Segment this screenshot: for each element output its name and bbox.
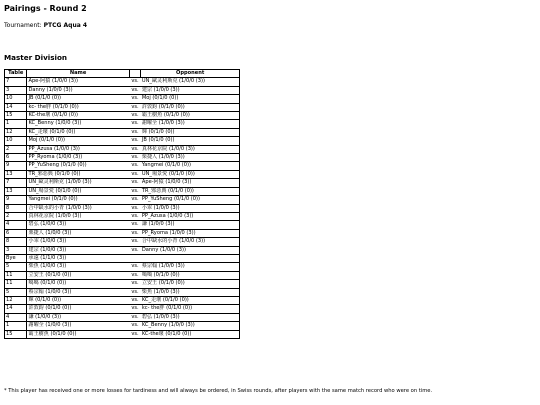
vs-label: vs. (129, 196, 141, 204)
vs-label: vs. (129, 305, 141, 313)
table-row (5, 280, 240, 288)
vs-label: vs. (129, 95, 141, 103)
opponent-name: PP_YuSheng (0/1/0 (0)) (141, 196, 240, 204)
table-number: 5 (5, 263, 27, 271)
vs-label: vs. (129, 313, 141, 321)
vs-label: vs. (129, 78, 141, 86)
header-name: Name (27, 70, 129, 78)
table-number: 9 (5, 196, 27, 204)
opponent-name: 立安王 (0/1/0 (0)) (141, 280, 240, 288)
table-row (5, 86, 240, 94)
pairings-body (5, 78, 240, 339)
player-name: 輝 (0/1/0 (0)) (27, 296, 129, 304)
table-number: 1 (5, 322, 27, 330)
tardiness-footnote: * This player has received one or more losses for tardiness and will always be ordered, in Swiss rounds, after players with the same match record who were on time. (4, 388, 433, 394)
opponent-name: 謝曜全 (1/0/0 (3)) (141, 120, 240, 128)
table-row (5, 112, 240, 120)
table-row (5, 221, 240, 229)
table-row (5, 196, 240, 204)
opponent-name: kc- the胖 (0/1/0 (0)) (141, 305, 240, 313)
table-row (5, 162, 240, 170)
table-row (5, 145, 240, 153)
table-number: 3 (5, 86, 27, 94)
table-number: Bye (5, 254, 27, 262)
opponent-name: Ape-阿猿 (1/0/0 (3)) (141, 179, 240, 187)
player-name: Danny (1/0/0 (3)) (27, 86, 129, 94)
player-name: KC-the壞 (0/1/0 (0)) (27, 112, 129, 120)
player-name: PP_YuSheng (0/1/0 (0)) (27, 162, 129, 170)
vs-label: vs. (129, 128, 141, 136)
vs-label: vs. (129, 86, 141, 94)
player-name: Moj (0/1/0 (0)) (27, 137, 129, 145)
player-name: kc- the胖 (0/1/0 (0)) (27, 103, 129, 111)
player-name: 承遠 (1/1/0 (3)) (27, 254, 129, 262)
vs-label: vs. (129, 238, 141, 246)
table-row (5, 103, 240, 111)
table-row (5, 137, 240, 145)
table-number: 14 (5, 305, 27, 313)
opponent-name: 合中缺水的小青 (1/0/0 (3)) (141, 238, 240, 246)
table-number: 12 (5, 296, 27, 304)
table-row (5, 229, 240, 237)
table-row (5, 271, 240, 279)
vs-label: vs. (129, 296, 141, 304)
vs-label: vs. (129, 229, 141, 237)
opponent-name: 輝 (0/1/0 (0)) (141, 128, 240, 136)
division-heading: Master Division (4, 53, 68, 62)
opponent-name: 霸王樹魚 (0/1/0 (0)) (141, 112, 240, 120)
table-number: 4 (5, 221, 27, 229)
header-opponent: Opponent (141, 70, 240, 78)
player-name: TR_邪惡典 (0/1/0 (0)) (27, 170, 129, 178)
table-header-row (5, 70, 240, 78)
opponent-name: 碧弘 (1/0/0 (3)) (141, 313, 240, 321)
table-row (5, 120, 240, 128)
table-number: 8 (5, 238, 27, 246)
table-number: 13 (5, 170, 27, 178)
vs-label: vs. (129, 120, 141, 128)
opponent-name: UN_歐灵利斯克 (1/0/0 (3)) (141, 78, 240, 86)
table-number: 5 (5, 288, 27, 296)
header-vs (129, 70, 141, 78)
player-name: KC_走壞 (0/1/0 (0)) (27, 128, 129, 136)
table-number: 12 (5, 128, 27, 136)
vs-label: vs. (129, 187, 141, 195)
player-name: 合中缺水的小青 (1/0/0 (3)) (27, 204, 129, 212)
player-name: 許敦鈞 (0/1/0 (0)) (27, 305, 129, 313)
table-row (5, 170, 240, 178)
table-row (5, 95, 240, 103)
player-name: PP_Azusa (1/0/0 (3)) (27, 145, 129, 153)
vs-label: vs. (129, 170, 141, 178)
player-name: JB (0/1/0 (0)) (27, 95, 129, 103)
vs-label: vs. (129, 145, 141, 153)
table-number: 7 (5, 78, 27, 86)
vs-label: vs. (129, 154, 141, 162)
opponent-name: 蔡宗翰 (1/0/0 (3)) (141, 263, 240, 271)
opponent-name (141, 254, 240, 262)
vs-label: vs. (129, 280, 141, 288)
table-row (5, 246, 240, 254)
table-row (5, 296, 240, 304)
opponent-name: 小乖 (1/0/0 (3)) (141, 204, 240, 212)
opponent-name: 栗捷人 (1/0/0 (3)) (141, 154, 240, 162)
vs-label: vs. (129, 103, 141, 111)
table-row (5, 212, 240, 220)
opponent-name: Yangmei (0/1/0 (0)) (141, 162, 240, 170)
player-name: KC_Benny (1/0/0 (3)) (27, 120, 129, 128)
vs-label: vs. (129, 221, 141, 229)
table-number: 6 (5, 229, 27, 237)
vs-label: vs. (129, 162, 141, 170)
header-table: Table (5, 70, 27, 78)
table-number: 14 (5, 103, 27, 111)
player-name: 噶噶 (0/1/0 (0)) (27, 280, 129, 288)
player-name: PP_Ryoma (1/0/0 (3)) (27, 154, 129, 162)
table-number: 13 (5, 187, 27, 195)
player-name: Ape-阿猿 (1/0/0 (3)) (27, 78, 129, 86)
table-row (5, 330, 240, 338)
vs-label: vs. (129, 112, 141, 120)
opponent-name: PP_Ryoma (1/0/0 (3)) (141, 229, 240, 237)
tournament-line (4, 22, 87, 29)
player-name: 真林花京院 (1/0/0 (3)) (27, 212, 129, 220)
vs-label: vs. (129, 271, 141, 279)
table-row (5, 288, 240, 296)
player-name: UN_歐灵利斯克 (1/0/0 (3)) (27, 179, 129, 187)
table-number: 2 (5, 212, 27, 220)
tournament-label: Tournament: (4, 22, 42, 29)
table-row (5, 263, 240, 271)
player-name: 小乖 (1/0/0 (3)) (27, 238, 129, 246)
opponent-name: 謙 (1/0/0 (3)) (141, 221, 240, 229)
opponent-name: 真林花京院 (1/0/0 (3)) (141, 145, 240, 153)
player-name: Yangmei (0/1/0 (0)) (27, 196, 129, 204)
table-row (5, 78, 240, 86)
table-number: 11 (5, 271, 27, 279)
table-number: 9 (5, 162, 27, 170)
player-name: 立安王 (0/1/0 (0)) (27, 271, 129, 279)
table-row (5, 238, 240, 246)
table-number: 6 (5, 154, 27, 162)
opponent-name: KC_Benny (1/0/0 (3)) (141, 322, 240, 330)
player-name: UN_場景愛 (0/1/0 (0)) (27, 187, 129, 195)
player-name: 建宗 (1/0/0 (3)) (27, 246, 129, 254)
vs-label: vs. (129, 330, 141, 338)
player-name: 柴魚 (1/0/0 (3)) (27, 263, 129, 271)
player-name: 蔡宗翰 (1/0/0 (3)) (27, 288, 129, 296)
vs-label: vs. (129, 204, 141, 212)
table-number: 15 (5, 112, 27, 120)
vs-label: vs. (129, 263, 141, 271)
table-number: 7 (5, 179, 27, 187)
vs-label (129, 254, 141, 262)
table-row (5, 313, 240, 321)
table-row (5, 305, 240, 313)
tournament-name: PTCG Aqua 4 (43, 22, 88, 29)
player-name: 謙 (1/0/0 (3)) (27, 313, 129, 321)
table-number: 3 (5, 246, 27, 254)
vs-label: vs. (129, 137, 141, 145)
player-name: 栗捷人 (1/0/0 (3)) (27, 229, 129, 237)
player-name: 霸王樹魚 (0/1/0 (0)) (27, 330, 129, 338)
vs-label: vs. (129, 179, 141, 187)
table-row (5, 204, 240, 212)
vs-label: vs. (129, 246, 141, 254)
player-name: 碧弘 (1/0/0 (3)) (27, 221, 129, 229)
pairings-table (4, 69, 240, 339)
table-number: 1 (5, 120, 27, 128)
table-row (5, 179, 240, 187)
opponent-name: KC-the壞 (0/1/0 (0)) (141, 330, 240, 338)
table-number: 11 (5, 280, 27, 288)
opponent-name: TR_邪惡典 (0/1/0 (0)) (141, 187, 240, 195)
opponent-name: 柴魚 (1/0/0 (3)) (141, 288, 240, 296)
opponent-name: UN_場景愛 (0/1/0 (0)) (141, 170, 240, 178)
opponent-name: KC_走壞 (0/1/0 (0)) (141, 296, 240, 304)
opponent-name: 許敦鈞 (0/1/0 (0)) (141, 103, 240, 111)
opponent-name: PP_Azusa (1/0/0 (3)) (141, 212, 240, 220)
table-number: 8 (5, 204, 27, 212)
vs-label: vs. (129, 288, 141, 296)
vs-label: vs. (129, 322, 141, 330)
table-number: 15 (5, 330, 27, 338)
table-number: 10 (5, 95, 27, 103)
opponent-name: 噶噶 (0/1/0 (0)) (141, 271, 240, 279)
table-row (5, 322, 240, 330)
table-row (5, 187, 240, 195)
opponent-name: JB (0/1/0 (0)) (141, 137, 240, 145)
player-name: 謝曜全 (1/0/0 (3)) (27, 322, 129, 330)
table-row (5, 154, 240, 162)
opponent-name: Danny (1/0/0 (3)) (141, 246, 240, 254)
opponent-name: 建宗 (1/0/0 (3)) (141, 86, 240, 94)
table-row (5, 254, 240, 262)
table-number: 4 (5, 313, 27, 321)
table-row (5, 128, 240, 136)
vs-label: vs. (129, 212, 141, 220)
table-number: 2 (5, 145, 27, 153)
table-number: 10 (5, 137, 27, 145)
opponent-name: Moj (0/1/0 (0)) (141, 95, 240, 103)
page-title: Pairings - Round 2 (4, 4, 87, 13)
